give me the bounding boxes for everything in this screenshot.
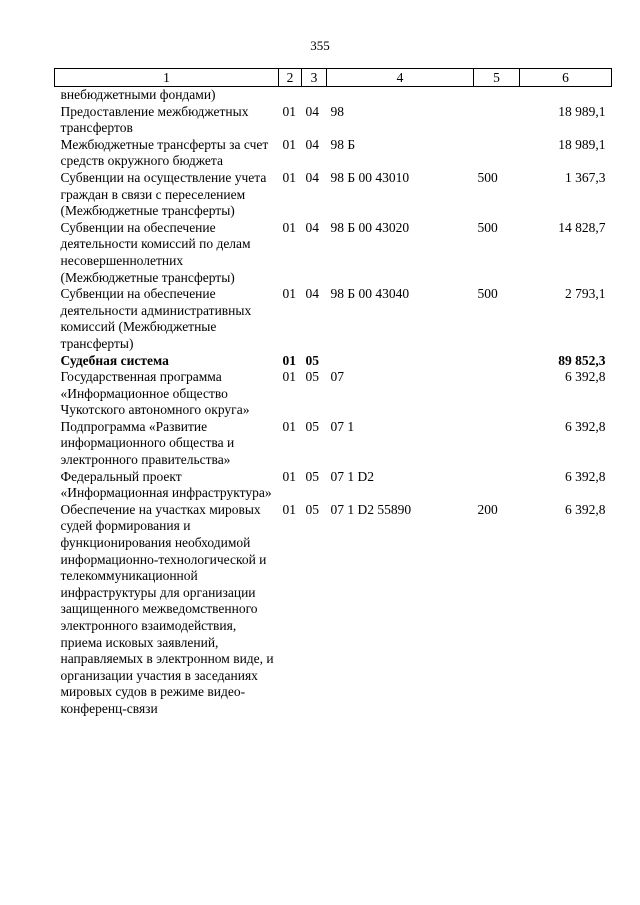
row-subsection: 05 [305, 369, 319, 385]
row-expense-type [474, 469, 520, 502]
row-amount: 6 392,8 [565, 369, 606, 385]
row-section: 01 [282, 369, 296, 385]
column-header-target-article: 4 [327, 69, 474, 87]
table-row [55, 104, 612, 137]
row-target-article: 98 Б [330, 136, 356, 152]
row-name: Субвенции на обеспечение деятельности административных комиссий (Межбюджетные трансферты) [60, 286, 252, 351]
row-expense-type: 500 [477, 219, 498, 235]
table-row [55, 137, 612, 170]
row-name: Межбюджетные трансферты за счет средств окружного бюджета [60, 136, 269, 169]
row-subsection: 05 [305, 418, 319, 434]
row-amount: 18 989,1 [558, 103, 606, 119]
row-amount: 18 989,1 [558, 136, 606, 152]
row-expense-type: 200 [477, 501, 498, 517]
row-section: 01 [282, 219, 296, 235]
table-row [55, 220, 612, 286]
column-header-amount: 6 [520, 69, 612, 87]
row-amount: 2 793,1 [565, 286, 606, 302]
row-amount: 6 392,8 [565, 501, 606, 517]
column-header-subsection: 3 [302, 69, 327, 87]
row-subsection: 04 [305, 136, 319, 152]
column-header-expense-type: 5 [474, 69, 520, 87]
table-row [55, 369, 612, 419]
row-expense-type [474, 104, 520, 137]
row-subsection: 04 [305, 169, 319, 185]
row-name: Предоставление межбюджетных трансфертов [60, 103, 249, 136]
row-section: 01 [282, 501, 296, 517]
row-subsection: 04 [305, 286, 319, 302]
row-section: 01 [282, 352, 296, 368]
row-target-article: 98 Б 00 43010 [330, 169, 410, 185]
row-target-article: 98 [330, 103, 344, 119]
row-expense-type [474, 419, 520, 469]
table-row [55, 170, 612, 220]
row-amount: 89 852,3 [558, 352, 606, 368]
row-expense-type: 500 [477, 286, 498, 302]
row-subsection: 05 [305, 501, 319, 517]
row-target-article: 98 Б 00 43020 [330, 219, 410, 235]
row-name: Федеральный проект «Информационная инфраструктура» [60, 468, 272, 501]
row-target-article: 07 1 D2 [330, 468, 374, 484]
row-expense-type [474, 353, 520, 370]
column-header-name: 1 [55, 69, 279, 87]
row-target-article [327, 87, 474, 104]
budget-table [54, 68, 612, 718]
row-target-article: 07 1 [330, 418, 355, 434]
row-amount: 14 828,7 [558, 219, 606, 235]
row-subsection: 04 [305, 219, 319, 235]
row-subsection [302, 87, 327, 104]
table-row-section-total [55, 353, 612, 370]
row-name: Государственная программа «Информационное общество Чукотского автономного округа» [60, 369, 250, 418]
row-section [279, 87, 302, 104]
row-name: Обеспечение на участках мировых судей формирования и функционирования необходимой информационно-технологической и телекоммуникационной инфраструктуры для организации защищенного межведомственного электронного взаимодействия, приема исковых заявлений, направляемых в электронном виде, и организации участия в заседаниях мировых судов в режиме видео-конференц-связи [60, 501, 274, 716]
row-subsection: 05 [305, 352, 319, 368]
table-row [55, 502, 612, 718]
row-expense-type [474, 369, 520, 419]
row-target-article [327, 353, 474, 370]
row-expense-type [474, 87, 520, 104]
row-target-article: 07 [330, 369, 344, 385]
row-name: внебюджетными фондами) [60, 87, 216, 102]
column-header-section: 2 [279, 69, 302, 87]
table-row [55, 87, 612, 104]
table-header-row [55, 69, 612, 87]
row-section: 01 [282, 468, 296, 484]
table-row [55, 469, 612, 502]
row-name: Субвенции на обеспечение деятельности комиссий по делам несовершеннолетних (Межбюджетные трансферты) [60, 219, 251, 285]
row-name: Субвенции на осуществление учета граждан в связи с переселением (Межбюджетные трансферты) [60, 169, 267, 219]
row-amount: 6 392,8 [565, 468, 606, 484]
row-amount [520, 87, 612, 104]
row-amount: 6 392,8 [565, 418, 606, 434]
row-subsection: 05 [305, 468, 319, 484]
row-section: 01 [282, 169, 296, 185]
row-target-article: 98 Б 00 43040 [330, 286, 410, 302]
row-name: Судебная система [60, 352, 169, 368]
row-section: 01 [282, 286, 296, 302]
table-row [55, 419, 612, 469]
row-target-article: 07 1 D2 55890 [330, 501, 412, 517]
row-amount: 1 367,3 [565, 169, 606, 185]
row-section: 01 [282, 418, 296, 434]
row-expense-type [474, 137, 520, 170]
row-section: 01 [282, 103, 296, 119]
row-section: 01 [282, 136, 296, 152]
row-subsection: 04 [305, 103, 319, 119]
table-row [55, 286, 612, 352]
page-number: 355 [310, 38, 330, 53]
row-name: Подпрограмма «Развитие информационного общества и электронного правительства» [60, 418, 235, 468]
row-expense-type: 500 [477, 169, 498, 185]
